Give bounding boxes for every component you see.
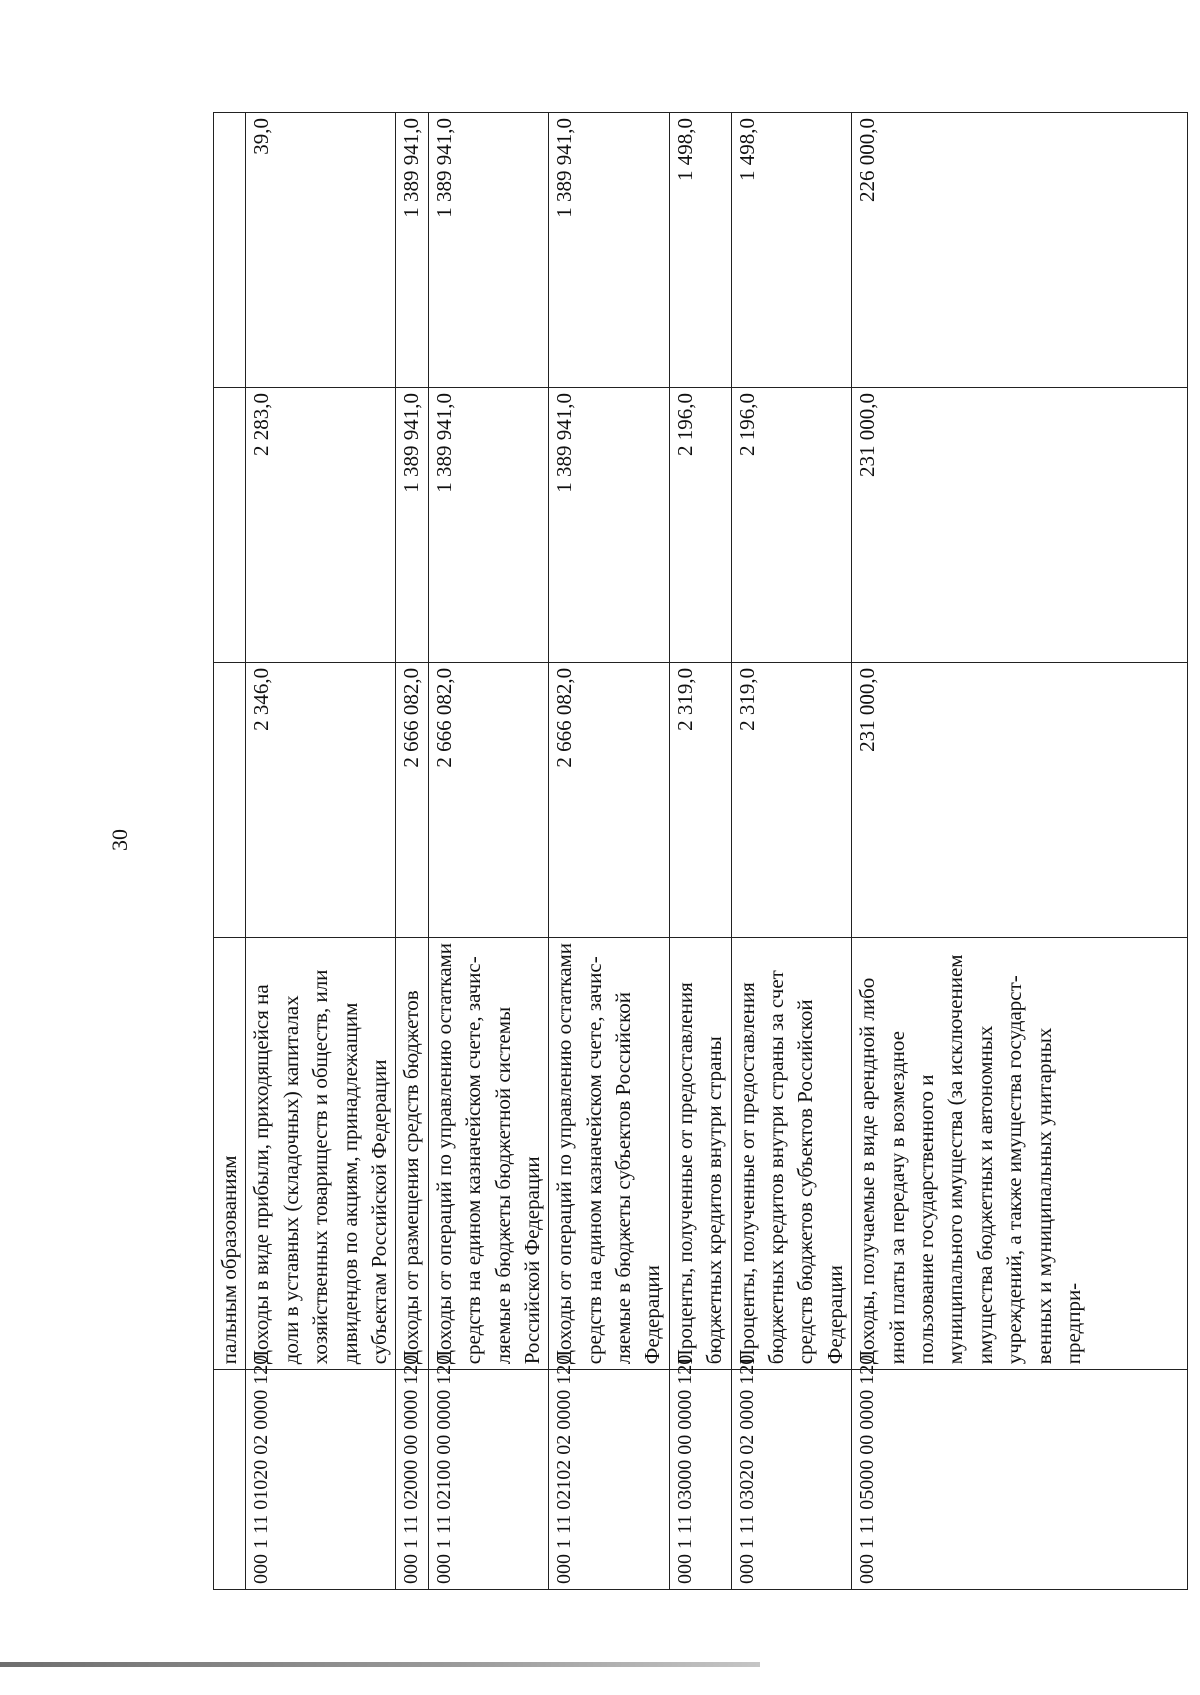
amount-cell-1: 2 666 082,0	[396, 662, 428, 937]
amount-cell-1: 2 666 082,0	[549, 662, 670, 937]
revenue-name-cell: Проценты, полученные от предоставления бюджетных кредитов внутри страны	[669, 937, 731, 1369]
revenue-code-cell: 000 1 11 02000 00 0000 120	[396, 1370, 428, 1590]
amount-cell-2: 1 389 941,0	[549, 387, 670, 662]
revenue-code-cell: 000 1 11 02102 02 0000 120	[549, 1370, 670, 1590]
amount-cell-3	[214, 113, 246, 388]
revenue-name-cell: Доходы от операций по управлению остатками средств на едином казначейском счете, зачисляемые в бюджеты бюджетной системы Российской Федерации	[428, 937, 549, 1369]
amount-cell-1: 231 000,0	[852, 662, 1188, 937]
table-row	[731, 113, 852, 1590]
table-row	[549, 113, 670, 1590]
amount-cell-2: 231 000,0	[852, 387, 1188, 662]
amount-cell-3: 1 389 941,0	[396, 113, 428, 388]
amount-cell-3: 1 389 941,0	[549, 113, 670, 388]
revenue-name-cell: Доходы от размещения средств бюджетов	[396, 937, 428, 1369]
amount-cell-1	[214, 662, 246, 937]
table-row	[214, 113, 246, 1590]
revenue-code-cell: 000 1 11 05000 00 0000 120	[852, 1370, 1188, 1590]
amount-cell-3: 39,0	[246, 113, 396, 388]
amount-cell-2	[214, 387, 246, 662]
amount-cell-1: 2 666 082,0	[428, 662, 549, 937]
page-number: 30	[107, 829, 132, 851]
amount-cell-2: 1 389 941,0	[428, 387, 549, 662]
revenue-code-cell	[214, 1370, 246, 1590]
revenue-name-cell: пальным образованиям	[214, 937, 246, 1369]
amount-cell-3: 1 389 941,0	[428, 113, 549, 388]
revenue-code-cell: 000 1 11 02100 00 0000 120	[428, 1370, 549, 1590]
revenue-name-cell: Доходы, получаемые в виде арендной либо иной платы за передачу в возмездное пользование государственного и муниципального имущества (за исключением имущества бюджетных и автономных учреждений, а также имущества государственных и муниципальных унитарных предпри-	[852, 937, 1188, 1369]
amount-cell-3: 1 498,0	[731, 113, 852, 388]
revenue-code-cell: 000 1 11 03000 00 0000 120	[669, 1370, 731, 1590]
table-row	[852, 113, 1188, 1590]
table-row	[396, 113, 428, 1590]
amount-cell-3: 226 000,0	[852, 113, 1188, 388]
amount-cell-2: 2 196,0	[669, 387, 731, 662]
amount-cell-2: 2 283,0	[246, 387, 396, 662]
amount-cell-1: 2 346,0	[246, 662, 396, 937]
table-row	[246, 113, 396, 1590]
revenue-name-cell: Проценты, полученные от предоставления бюджетных кредитов внутри страны за счет средств бюджетов субъектов Российской Федерации	[731, 937, 852, 1369]
revenue-name-cell: Доходы от операций по управлению остатками средств на едином казначейском счете, зачисляемые в бюджеты субъектов Российской Федерации	[549, 937, 670, 1369]
table-row	[428, 113, 549, 1590]
revenue-name-cell: Доходы в виде прибыли, приходящейся на доли в уставных (складочных) капиталах хозяйственных товариществ и обществ, или дивидендов по акциям, принадлежащим субъектам Российской Федерации	[246, 937, 396, 1369]
amount-cell-1: 2 319,0	[669, 662, 731, 937]
amount-cell-2: 1 389 941,0	[396, 387, 428, 662]
revenue-code-cell: 000 1 11 01020 02 0000 120	[246, 1370, 396, 1590]
table-row	[669, 113, 731, 1590]
amount-cell-2: 2 196,0	[731, 387, 852, 662]
revenue-code-cell: 000 1 11 03020 02 0000 120	[731, 1370, 852, 1590]
amount-cell-3: 1 498,0	[669, 113, 731, 388]
amount-cell-1: 2 319,0	[731, 662, 852, 937]
budget-revenue-table	[213, 112, 1123, 1590]
scan-edge-line	[0, 1662, 760, 1667]
